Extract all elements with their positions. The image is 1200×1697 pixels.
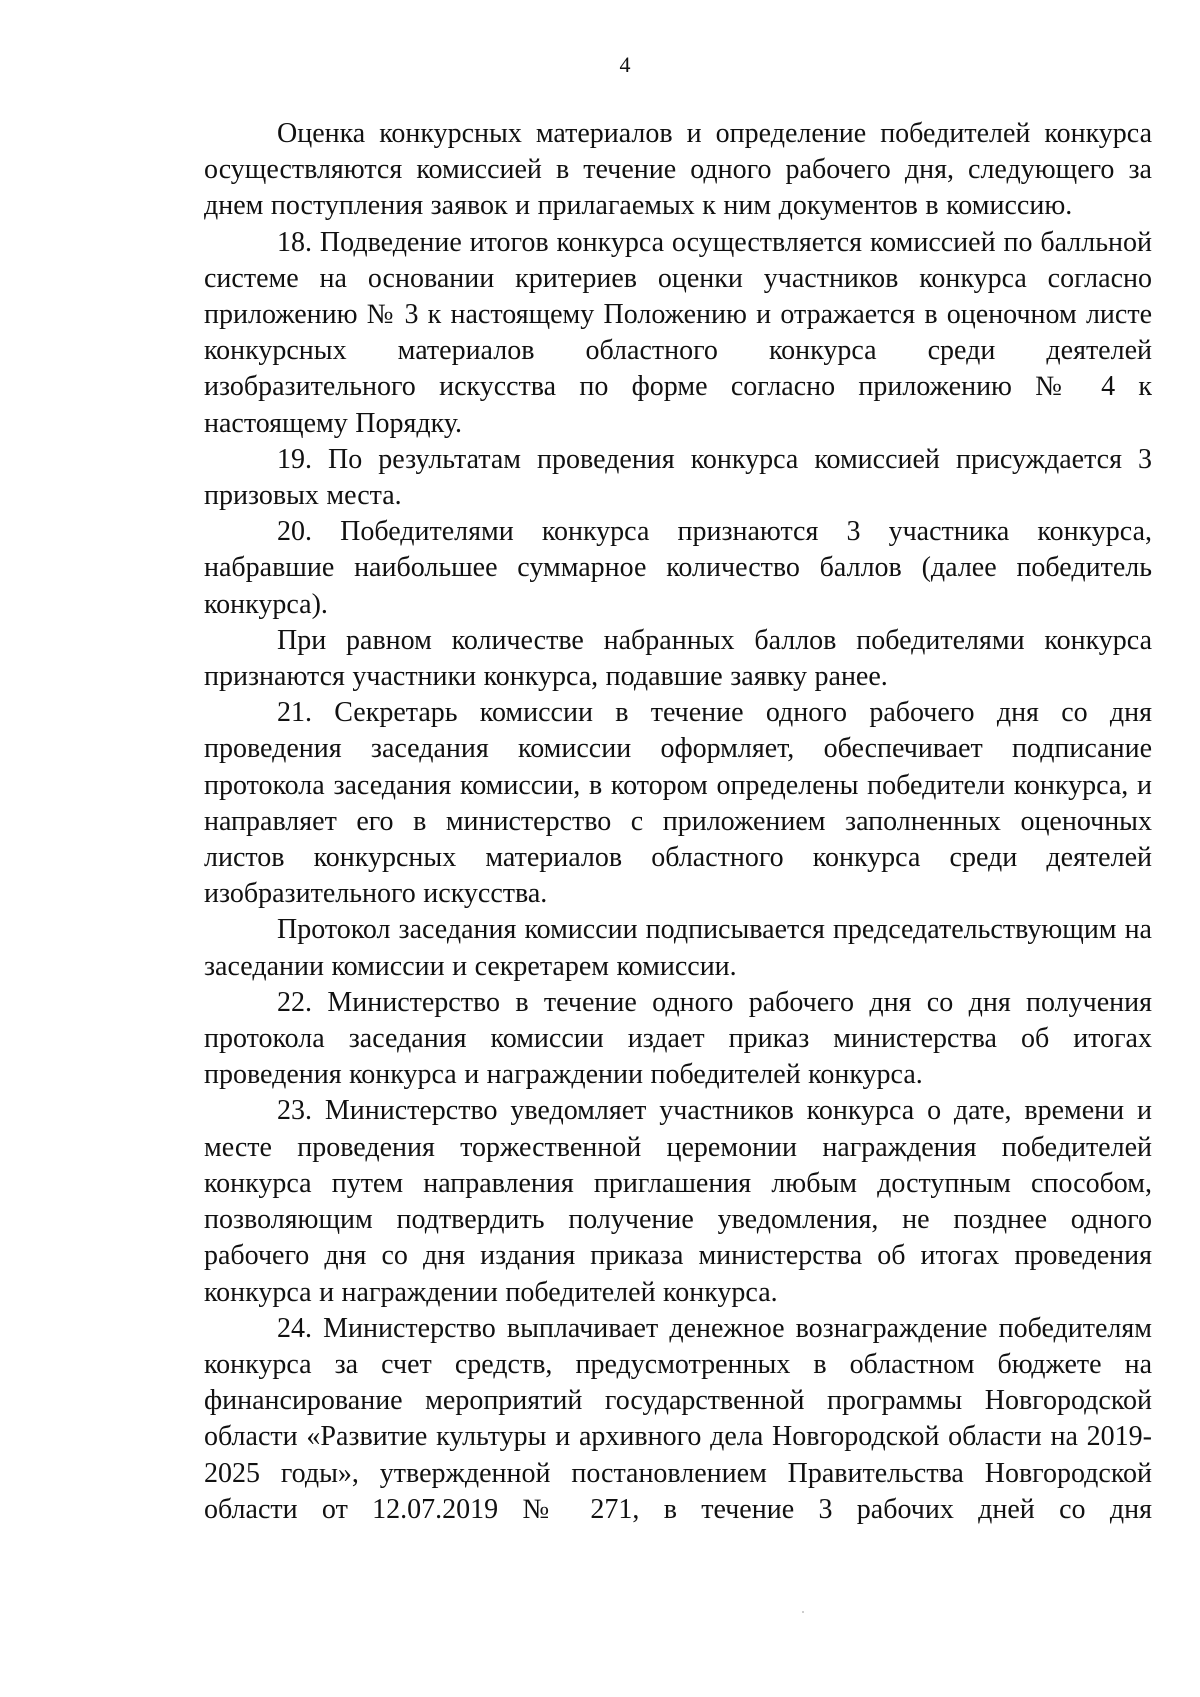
paragraph-evaluation: Оценка конкурсных материалов и определение победителей конкурса осуществляются комиссией в течение одного рабочего дня, следующего за днем поступления заявок и прилагаемых к ним документов в комиссию.: [204, 118, 1152, 222]
paragraph-22: 22. Министерство в течение одного рабочего дня со дня получения протокола заседания комиссии издает приказ министерства об итогах проведения конкурса и награждении победителей конкурса.: [204, 986, 1152, 1091]
paragraph-20: 20. Победителями конкурса признаются 3 участника конкурса, набравшие наибольшее суммарное количество баллов (далее победитель конкурса).: [204, 516, 1152, 620]
scan-artifact: [802, 1611, 804, 1613]
paragraph-24: 24. Министерство выплачивает денежное вознаграждение победителям конкурса за счет средств, предусмотренных в областном бюджете на финансирование мероприятий государственной программы Новгородской области «Развитие культуры и архивного дела Новгородской области на 2019-2025 годы», утвержденной постановлением Правительства Новгородской области от 12.07.2019 № 271, в течение 3 рабочих дней со дня: [204, 1312, 1152, 1525]
paragraph-23: 23. Министерство уведомляет участников конкурса о дате, времени и месте проведения торжественной церемонии награждения победителей конкурса путем направления приглашения любым доступным способом, позволяющим подтвердить получение уведомления, не позднее одного рабочего дня со дня издания приказа министерства об итогах проведения конкурса и награждении победителей конкурса.: [204, 1095, 1152, 1308]
paragraph-19: 19. По результатам проведения конкурса комиссией присуждается 3 призовых места.: [204, 443, 1152, 512]
page-number: 4: [619, 52, 631, 77]
document-body: [204, 116, 1152, 1528]
paragraph-21: 21. Секретарь комиссии в течение одного рабочего дня со дня проведения заседания комиссии оформляет, обеспечивает подписание протокола заседания комиссии, в котором определены победители конкурса, и направляет его в министерство с приложением заполненных оценочных листов конкурсных материалов областного конкурса среди деятелей изобразительного искусства.: [204, 697, 1152, 910]
paragraph-protocol-signing: Протокол заседания комиссии подписывается председательствующим на заседании комиссии и секретарем комиссии.: [204, 914, 1152, 982]
paragraph-18: 18. Подведение итогов конкурса осуществляется комиссией по балльной системе на основании критериев оценки участников конкурса согласно приложению № 3 к настоящему Положению и отражается в оценочном листе конкурсных материалов областного конкурса среди деятелей изобразительного искусства по форме согласно приложению № 4 к настоящему Порядку.: [204, 226, 1152, 439]
paragraph-equal-points: При равном количестве набранных баллов победителями конкурса признаются участники конкурса, подавшие заявку ранее.: [204, 624, 1152, 693]
